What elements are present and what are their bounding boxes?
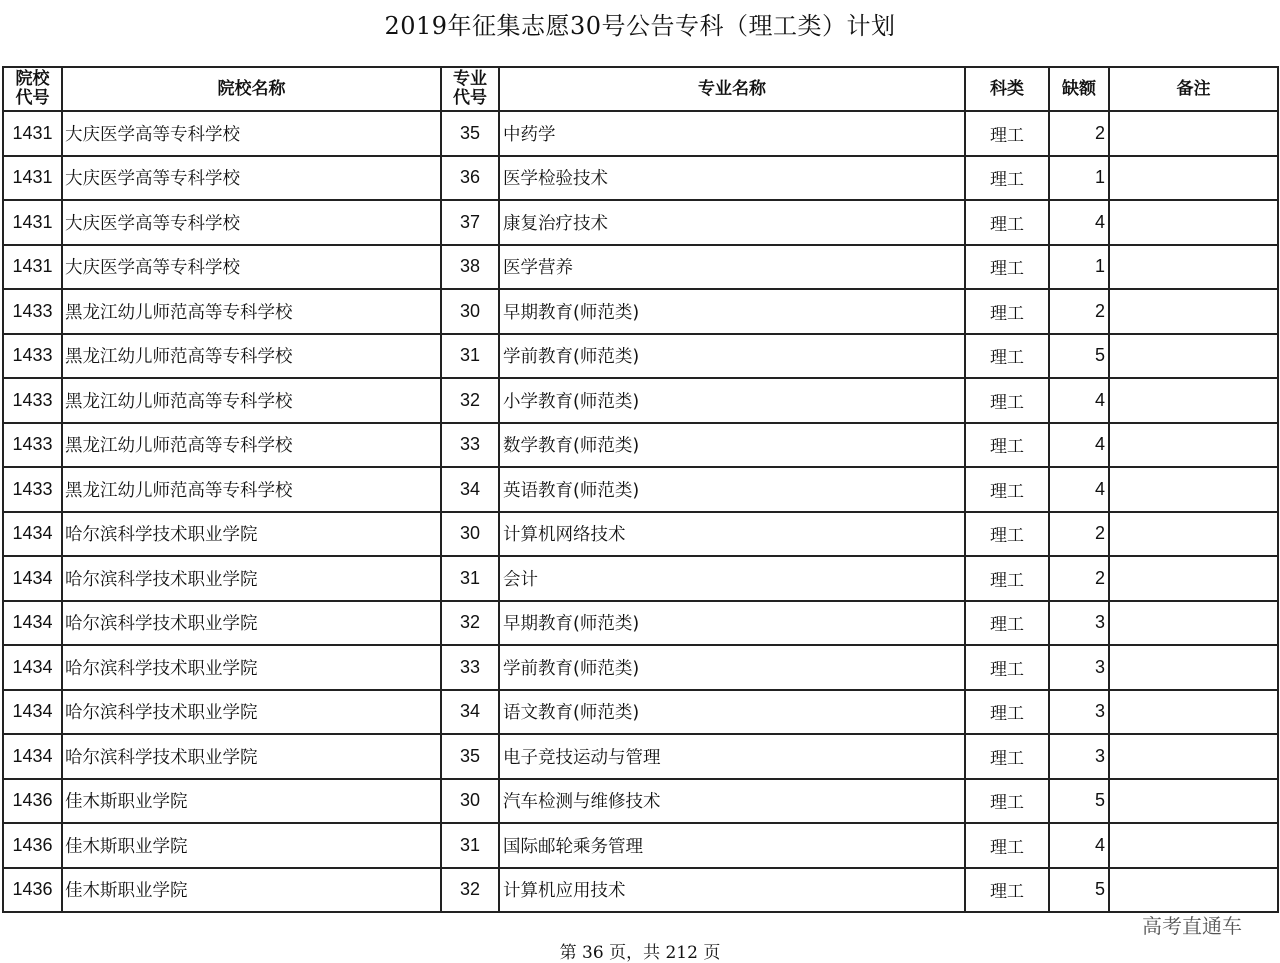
school-name-cell: 佳木斯职业学院 <box>62 779 441 824</box>
school-name-cell: 大庆医学高等专科学校 <box>62 156 441 201</box>
remarks-cell <box>1109 690 1278 735</box>
major-code-cell: 30 <box>441 779 499 824</box>
header-category: 科类 <box>965 67 1049 111</box>
school-code-cell: 1434 <box>3 645 62 690</box>
quota-cell: 4 <box>1049 823 1109 868</box>
header-major-name: 专业名称 <box>499 67 965 111</box>
remarks-cell <box>1109 111 1278 156</box>
major-code-cell: 33 <box>441 423 499 468</box>
school-code-cell: 1433 <box>3 467 62 512</box>
school-name-cell: 黑龙江幼儿师范高等专科学校 <box>62 467 441 512</box>
quota-cell: 1 <box>1049 156 1109 201</box>
table-row <box>3 111 1278 156</box>
school-code-cell: 1431 <box>3 111 62 156</box>
remarks-cell <box>1109 868 1278 913</box>
quota-cell: 2 <box>1049 556 1109 601</box>
category-cell: 理工 <box>965 868 1049 913</box>
major-code-cell: 32 <box>441 601 499 646</box>
school-name-cell: 哈尔滨科学技术职业学院 <box>62 645 441 690</box>
category-cell: 理工 <box>965 556 1049 601</box>
major-code-cell: 32 <box>441 378 499 423</box>
major-code-cell: 38 <box>441 245 499 290</box>
school-name-cell: 哈尔滨科学技术职业学院 <box>62 556 441 601</box>
page-title: 2019年征集志愿30号公告专科（理工类）计划 <box>384 12 896 40</box>
school-code-cell: 1433 <box>3 289 62 334</box>
school-name-cell: 黑龙江幼儿师范高等专科学校 <box>62 378 441 423</box>
table-row <box>3 245 1278 290</box>
category-cell: 理工 <box>965 334 1049 379</box>
major-code-cell: 31 <box>441 334 499 379</box>
table-row <box>3 200 1278 245</box>
major-code-cell: 32 <box>441 868 499 913</box>
header-remarks: 备注 <box>1109 67 1278 111</box>
remarks-cell <box>1109 423 1278 468</box>
header-school-name: 院校名称 <box>62 67 441 111</box>
quota-cell: 3 <box>1049 601 1109 646</box>
major-name-cell: 电子竞技运动与管理 <box>499 734 965 779</box>
school-code-cell: 1434 <box>3 601 62 646</box>
major-name-cell: 医学检验技术 <box>499 156 965 201</box>
quota-cell: 2 <box>1049 111 1109 156</box>
table-row <box>3 868 1278 913</box>
quota-cell: 5 <box>1049 334 1109 379</box>
school-code-cell: 1434 <box>3 734 62 779</box>
major-code-cell: 33 <box>441 645 499 690</box>
major-name-cell: 数学教育(师范类) <box>499 423 965 468</box>
major-name-cell: 学前教育(师范类) <box>499 645 965 690</box>
category-cell: 理工 <box>965 823 1049 868</box>
school-name-cell: 黑龙江幼儿师范高等专科学校 <box>62 289 441 334</box>
school-code-cell: 1433 <box>3 334 62 379</box>
category-cell: 理工 <box>965 734 1049 779</box>
school-code-cell: 1434 <box>3 690 62 735</box>
remarks-cell <box>1109 734 1278 779</box>
major-code-cell: 31 <box>441 556 499 601</box>
major-code-cell: 36 <box>441 156 499 201</box>
major-name-cell: 计算机应用技术 <box>499 868 965 913</box>
remarks-cell <box>1109 467 1278 512</box>
quota-cell: 1 <box>1049 245 1109 290</box>
school-name-cell: 哈尔滨科学技术职业学院 <box>62 512 441 557</box>
major-code-cell: 34 <box>441 690 499 735</box>
remarks-cell <box>1109 601 1278 646</box>
header-school-code: 院校 代号 <box>3 67 62 111</box>
school-name-cell: 大庆医学高等专科学校 <box>62 245 441 290</box>
quota-cell: 4 <box>1049 467 1109 512</box>
major-name-cell: 早期教育(师范类) <box>499 601 965 646</box>
school-name-cell: 哈尔滨科学技术职业学院 <box>62 601 441 646</box>
category-cell: 理工 <box>965 467 1049 512</box>
table-row <box>3 512 1278 557</box>
quota-cell: 2 <box>1049 289 1109 334</box>
category-cell: 理工 <box>965 601 1049 646</box>
table-row <box>3 645 1278 690</box>
major-code-cell: 31 <box>441 823 499 868</box>
major-name-cell: 计算机网络技术 <box>499 512 965 557</box>
major-code-cell: 34 <box>441 467 499 512</box>
school-code-cell: 1433 <box>3 423 62 468</box>
category-cell: 理工 <box>965 289 1049 334</box>
table-row <box>3 156 1278 201</box>
remarks-cell <box>1109 156 1278 201</box>
table-row <box>3 690 1278 735</box>
table-row <box>3 334 1278 379</box>
school-code-cell: 1431 <box>3 245 62 290</box>
quota-cell: 3 <box>1049 645 1109 690</box>
category-cell: 理工 <box>965 200 1049 245</box>
major-code-cell: 30 <box>441 512 499 557</box>
major-name-cell: 会计 <box>499 556 965 601</box>
major-code-cell: 35 <box>441 111 499 156</box>
school-code-cell: 1436 <box>3 779 62 824</box>
table-row <box>3 823 1278 868</box>
major-code-cell: 35 <box>441 734 499 779</box>
school-code-cell: 1436 <box>3 868 62 913</box>
major-name-cell: 康复治疗技术 <box>499 200 965 245</box>
remarks-cell <box>1109 200 1278 245</box>
school-code-cell: 1431 <box>3 156 62 201</box>
major-code-cell: 30 <box>441 289 499 334</box>
table-row <box>3 556 1278 601</box>
table-row <box>3 467 1278 512</box>
school-code-cell: 1431 <box>3 200 62 245</box>
quota-cell: 4 <box>1049 378 1109 423</box>
category-cell: 理工 <box>965 156 1049 201</box>
major-code-cell: 37 <box>441 200 499 245</box>
category-cell: 理工 <box>965 690 1049 735</box>
remarks-cell <box>1109 334 1278 379</box>
remarks-cell <box>1109 779 1278 824</box>
major-name-cell: 汽车检测与维修技术 <box>499 779 965 824</box>
major-name-cell: 中药学 <box>499 111 965 156</box>
major-name-cell: 学前教育(师范类) <box>499 334 965 379</box>
page-footer: 第 36 页，共 212 页 <box>559 943 721 963</box>
category-cell: 理工 <box>965 245 1049 290</box>
school-name-cell: 黑龙江幼儿师范高等专科学校 <box>62 423 441 468</box>
major-name-cell: 小学教育(师范类) <box>499 378 965 423</box>
watermark-text: 高考直通车 <box>1142 914 1242 938</box>
remarks-cell <box>1109 289 1278 334</box>
remarks-cell <box>1109 645 1278 690</box>
major-name-cell: 国际邮轮乘务管理 <box>499 823 965 868</box>
quota-cell: 4 <box>1049 200 1109 245</box>
header-major-code: 专业 代号 <box>441 67 499 111</box>
table-row <box>3 423 1278 468</box>
school-code-cell: 1434 <box>3 512 62 557</box>
table-row <box>3 289 1278 334</box>
school-name-cell: 哈尔滨科学技术职业学院 <box>62 734 441 779</box>
table-row <box>3 378 1278 423</box>
school-name-cell: 哈尔滨科学技术职业学院 <box>62 690 441 735</box>
school-name-cell: 佳木斯职业学院 <box>62 868 441 913</box>
remarks-cell <box>1109 378 1278 423</box>
category-cell: 理工 <box>965 423 1049 468</box>
quota-cell: 5 <box>1049 868 1109 913</box>
major-name-cell: 语文教育(师范类) <box>499 690 965 735</box>
quota-cell: 5 <box>1049 779 1109 824</box>
school-name-cell: 佳木斯职业学院 <box>62 823 441 868</box>
remarks-cell <box>1109 556 1278 601</box>
major-name-cell: 英语教育(师范类) <box>499 467 965 512</box>
category-cell: 理工 <box>965 378 1049 423</box>
table-header-row <box>3 67 1278 111</box>
table-row <box>3 779 1278 824</box>
quota-cell: 4 <box>1049 423 1109 468</box>
table-row <box>3 734 1278 779</box>
quota-cell: 3 <box>1049 690 1109 735</box>
category-cell: 理工 <box>965 779 1049 824</box>
school-name-cell: 大庆医学高等专科学校 <box>62 111 441 156</box>
major-name-cell: 医学营养 <box>499 245 965 290</box>
quota-cell: 2 <box>1049 512 1109 557</box>
admission-plan-table <box>2 66 1279 913</box>
category-cell: 理工 <box>965 111 1049 156</box>
quota-cell: 3 <box>1049 734 1109 779</box>
school-code-cell: 1434 <box>3 556 62 601</box>
school-name-cell: 大庆医学高等专科学校 <box>62 200 441 245</box>
table-row <box>3 601 1278 646</box>
category-cell: 理工 <box>965 645 1049 690</box>
remarks-cell <box>1109 823 1278 868</box>
category-cell: 理工 <box>965 512 1049 557</box>
school-code-cell: 1436 <box>3 823 62 868</box>
remarks-cell <box>1109 245 1278 290</box>
school-name-cell: 黑龙江幼儿师范高等专科学校 <box>62 334 441 379</box>
header-quota: 缺额 <box>1049 67 1109 111</box>
remarks-cell <box>1109 512 1278 557</box>
major-name-cell: 早期教育(师范类) <box>499 289 965 334</box>
school-code-cell: 1433 <box>3 378 62 423</box>
